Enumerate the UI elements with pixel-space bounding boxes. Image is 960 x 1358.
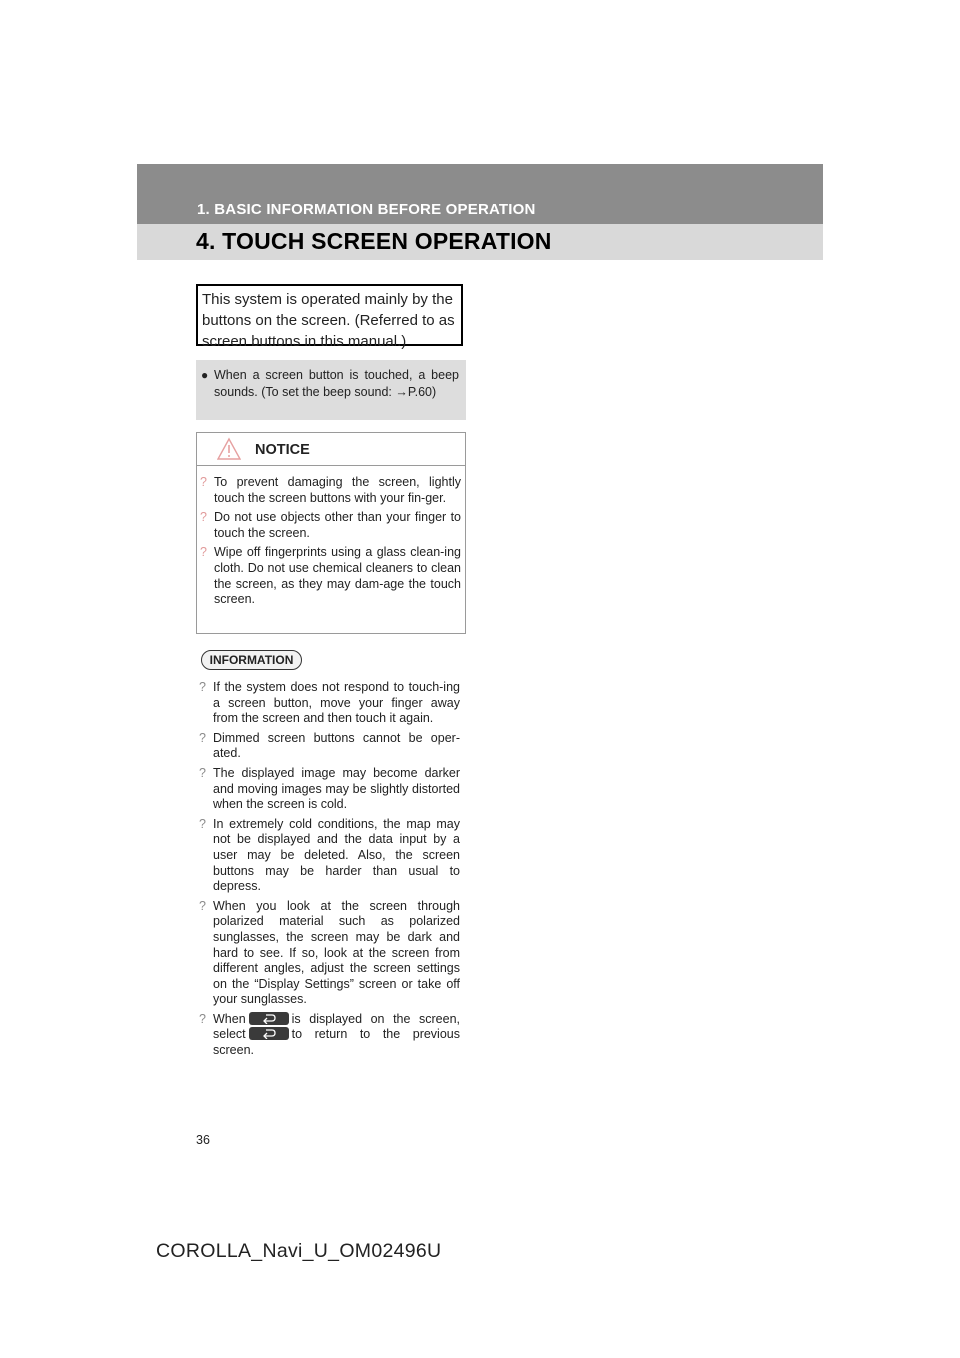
page-title: 4. TOUCH SCREEN OPERATION	[196, 228, 552, 254]
info-item-text: The displayed image may become darker and moving images may be slightly distorted when the screen is cold.	[213, 765, 460, 812]
bullet-text: When a screen button is touched, a beep sounds. (To set the beep sound: →P.60)	[214, 368, 459, 399]
list-marker: ?	[199, 898, 206, 913]
back-button-image	[249, 1027, 289, 1040]
notice-item-text: Do not use objects other than your finger to touch the screen.	[214, 510, 461, 540]
list-marker: ?	[199, 1011, 206, 1026]
notice-box	[196, 432, 466, 634]
list-marker: ?	[199, 730, 206, 745]
info-item-text: In extremely cold conditions, the map may not be displayed and the data input by a user may be deleted. Also, the screen buttons may be harder than usual to depress.	[213, 816, 460, 894]
info-item	[196, 1012, 466, 1059]
info-item	[196, 899, 466, 1008]
info-item	[196, 680, 466, 727]
info-item-text-a: When	[213, 1011, 246, 1026]
info-item-text: Dimmed screen buttons cannot be oper-ated.	[213, 730, 460, 761]
info-item-text: If the system does not respond to touch-ing a screen button, move your finger away from the screen and then touch it again.	[213, 680, 460, 726]
list-marker: ?	[199, 680, 206, 694]
list-marker: ?	[199, 816, 206, 831]
notice-title: NOTICE	[255, 442, 310, 458]
information-badge: INFORMATION	[201, 650, 302, 670]
back-arrow-icon	[262, 1028, 276, 1039]
notice-header	[197, 433, 465, 466]
info-item-text-b: is displayed on the screen, select	[213, 1011, 460, 1042]
back-button-image	[249, 1012, 289, 1025]
back-arrow-icon	[262, 1013, 276, 1024]
intro-box	[196, 284, 463, 350]
info-item	[196, 731, 466, 762]
info-item	[196, 766, 466, 813]
information-list	[196, 680, 466, 1063]
list-marker: ?	[200, 475, 207, 489]
notice-item-text: To prevent damaging the screen, lightly touch the screen buttons with your fin-ger.	[214, 475, 461, 505]
info-item-text: When you look at the screen through polarized material such as polarized sunglasses, the screen may be dark and hard to see. If so, look at the screen from different angles, adjust the screen settings on the “Display Settings” screen or take off your sunglasses.	[213, 898, 460, 1007]
page-number: 36	[196, 1133, 210, 1147]
intro-line: This system is operated mainly by the	[202, 291, 453, 308]
intro-line: screen buttons in this manual.)	[202, 333, 407, 350]
notice-item-text: Wipe off fingerprints using a glass clean-ing cloth. Do not use chemical cleaners to clean the screen, as they may dam-age the touch screen.	[214, 545, 461, 607]
notice-list	[197, 475, 467, 612]
list-marker: ?	[200, 545, 207, 560]
info-item	[196, 817, 466, 895]
bullet-box	[196, 360, 466, 420]
notice-item	[197, 510, 467, 541]
bullet-mark-icon: ●	[201, 368, 209, 382]
section-label: 1. BASIC INFORMATION BEFORE OPERATION	[197, 201, 536, 218]
warning-triangle-icon	[217, 437, 241, 461]
notice-item	[197, 475, 467, 506]
list-marker: ?	[199, 765, 206, 780]
document-code: COROLLA_Navi_U_OM02496U	[156, 1240, 442, 1262]
list-marker: ?	[200, 510, 207, 525]
notice-item	[197, 545, 467, 607]
intro-line: buttons on the screen. (Referred to as	[202, 312, 455, 329]
info-item-text-c: to return to the previous screen.	[213, 1027, 460, 1058]
